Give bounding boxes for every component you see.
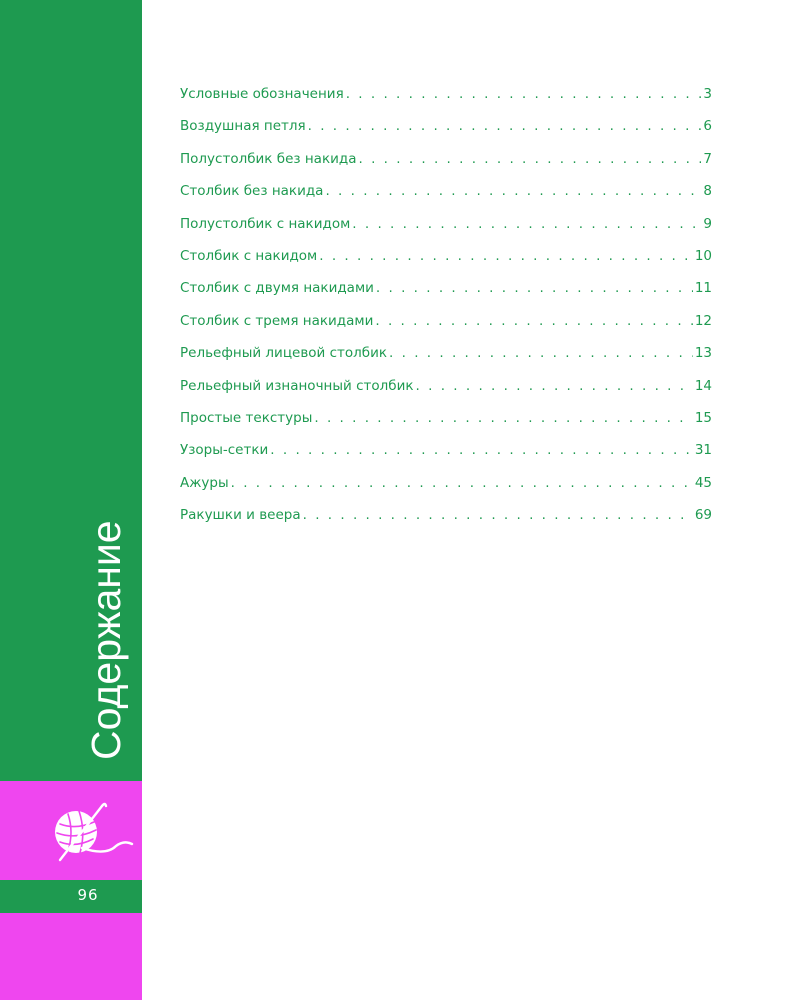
toc-entry-title: Ракушки и веера [180,507,301,524]
toc-entry-page: 14 [694,377,712,394]
toc-entry-title: Узоры-сетки [180,442,269,459]
toc-entry[interactable] [180,280,712,312]
toc-dot-leader [416,378,693,394]
toc-entry-title: Столбик с накидом [180,247,318,264]
toc-entry-page: 15 [694,409,712,426]
toc-entry-page: 10 [694,247,712,264]
toc-entry[interactable] [180,410,712,442]
toc-dot-leader [346,86,702,102]
toc-entry-page: 31 [694,442,712,459]
toc-entry[interactable] [180,183,712,215]
toc-entry[interactable] [180,313,712,345]
toc-dot-leader [352,216,701,232]
toc-entry-page: 45 [694,474,712,491]
sidebar-bottom-band [0,913,142,1000]
toc-entry[interactable] [180,248,712,280]
toc-entry[interactable] [180,86,712,118]
toc-entry[interactable] [180,378,712,410]
toc-entry[interactable] [180,442,712,474]
toc-entry-page: 12 [694,312,712,329]
toc-entry[interactable] [180,507,712,539]
toc-entry-page: 8 [703,183,712,200]
yarn-ball-hook-icon [46,800,136,865]
toc-entry[interactable] [180,216,712,248]
toc-entry[interactable] [180,151,712,183]
toc-dot-leader [270,442,693,458]
toc-entry-title: Условные обозначения [180,86,344,102]
toc-dot-leader [308,118,702,134]
toc-entry-title: Полустолбик без накида [180,150,357,167]
page-number: 96 [77,886,99,904]
toc-dot-leader [375,313,692,329]
toc-entry-title: Столбик без накида [180,183,324,200]
toc-entry-title: Простые текстуры [180,409,313,426]
sidebar [0,0,142,1000]
toc-entry-page: 11 [694,280,712,297]
toc-dot-leader [389,345,693,361]
toc-entry-page: 9 [703,215,712,232]
section-title: Содержание [83,520,129,760]
toc-entry-title: Столбик с тремя накидами [180,312,374,329]
toc-entry-title: Ажуры [180,474,229,491]
toc-entry-page: 13 [694,345,712,362]
toc-entry-page: 6 [703,118,712,135]
toc-entry-title: Рельефный лицевой столбик [180,345,388,362]
toc-dot-leader [231,475,693,491]
toc-entry-title: Рельефный изнаночный столбик [180,377,414,394]
toc-dot-leader [325,183,701,199]
toc-entry-page: 3 [703,86,712,102]
toc-entry-page: 7 [703,150,712,167]
toc-entry-title: Столбик с двумя накидами [180,280,374,297]
table-of-contents [180,86,712,539]
toc-dot-leader [303,507,693,523]
toc-entry[interactable] [180,475,712,507]
toc-dot-leader [314,410,692,426]
toc-entry[interactable] [180,345,712,377]
toc-dot-leader [319,248,693,264]
toc-entry-title: Воздушная петля [180,118,306,135]
toc-dot-leader [376,280,693,296]
toc-entry[interactable] [180,118,712,150]
toc-entry-page: 69 [694,507,712,524]
toc-entry-title: Полустолбик с накидом [180,215,351,232]
toc-dot-leader [358,151,701,167]
